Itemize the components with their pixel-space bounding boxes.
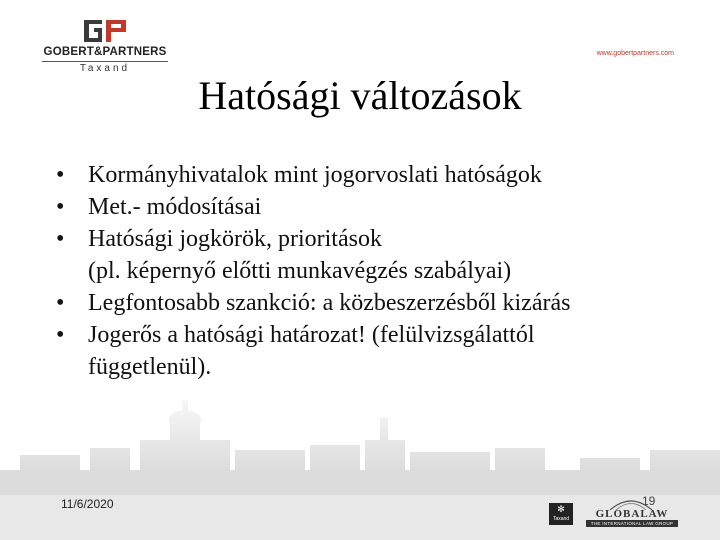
globalaw-name: GLOBALAW xyxy=(595,508,669,520)
logo-subtitle: Taxand xyxy=(79,63,131,74)
snowflake-icon: ✻ xyxy=(557,505,565,515)
bullet-item: • Hatósági jogkörök, prioritások xyxy=(56,224,696,254)
globalaw-logo xyxy=(586,498,678,528)
page-number: 19 xyxy=(642,494,656,508)
gobert-partners-logo xyxy=(40,18,170,78)
globalaw-tagline: THE INTERNATIONAL LAW GROUP xyxy=(586,520,678,527)
bullet-continuation: függetlenül). xyxy=(88,354,212,380)
bullet-item: • Met.- módosításai xyxy=(56,192,696,222)
bullet-continuation: (pl. képernyő előtti munkavégzés szabályai) xyxy=(88,258,512,284)
bullet-item: • Legfontosabb szankció: a közbeszerzésből kizárás xyxy=(56,288,696,318)
footer-date: 11/6/2020 xyxy=(61,497,114,511)
bullet-list xyxy=(56,160,696,384)
taxand-badge-label: Taxand xyxy=(552,516,570,522)
logo-divider xyxy=(42,61,168,62)
logo-name: GOBERT&PARTNERS xyxy=(43,46,167,58)
taxand-badge-logo xyxy=(549,503,573,525)
website-url: www.gobertpartners.com xyxy=(596,50,674,57)
bullet-item: • Kormányhivatalok mint jogorvoslati hatóságok xyxy=(56,160,696,190)
gp-logo-mark-icon xyxy=(82,18,128,44)
bullet-item: • Jogerős a hatósági határozat! (felülvizsgálattól xyxy=(56,320,696,350)
slide-title: Hatósági változások xyxy=(198,73,522,118)
